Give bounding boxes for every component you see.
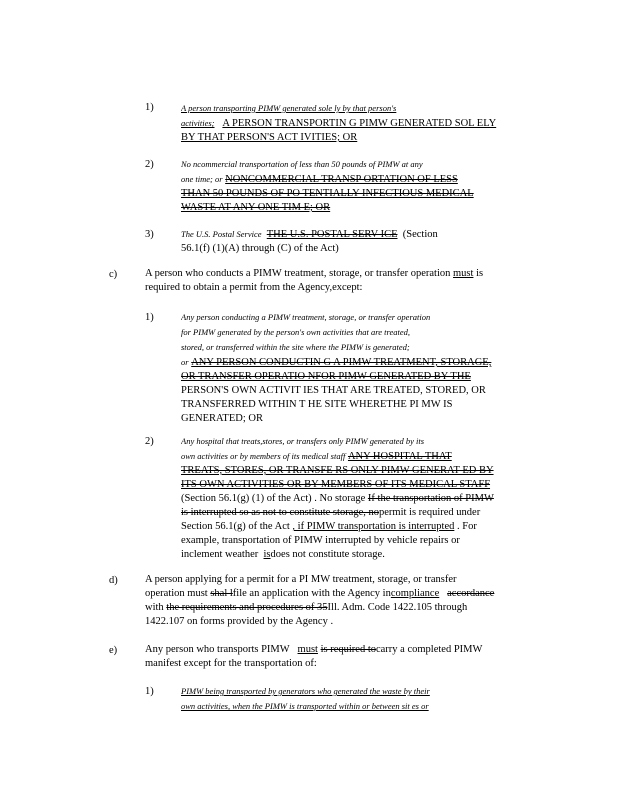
section-d-line-3a: with [145,602,164,613]
section-c-line-1c: is [476,268,484,279]
section-e-line-1b: must [297,644,318,655]
section-d-line-2e: accordance [447,588,495,599]
item-c2-line-4: ITS OWN ACTIVITIES OR BY MEMBERS OF ITS MEDICAL STAFF [181,479,491,490]
section-e-line-1a: Any person who transports PIMW [145,644,290,655]
section-c-text [145,267,545,295]
section-d-line-2a: operation must [145,588,208,599]
item-2-line-3: THAN 50 POUNDS OF PO TENTIALLY INFECTIOUS MEDICAL [181,188,474,199]
section-e-line-1d: carry a completed PIMW [375,644,483,655]
item-3-line-2: 56.1(f) (1)(A) through (C) of the Act) [181,243,339,254]
item-c2-line-6b: permit is required under [379,507,481,518]
item-c2-line-7b: , if PIMW transportation is interrupted [292,521,455,532]
item-e1-text [181,684,541,714]
item-1-line-1: A person transporting PIMW generated sole ly by that person's [181,103,397,113]
item-2-line-4: WASTE AT ANY ONE TIM E; OR [181,202,331,213]
item-2-line-2b: NONCOMMERCIAL TRANSP ORTATION OF LESS [225,174,458,185]
item-3-label: 3) [145,229,154,240]
item-2-line-1: No ncommercial transportation of less than 50 pounds of PIMW at any [181,159,423,169]
item-c2-line-6a: is interrupted so as not to constitute storage, no [181,507,380,518]
item-2-line-2a: one time; or [181,174,223,184]
item-e1-label: 1) [145,686,154,697]
item-c2-line-9b: is [263,549,271,560]
item-1-line-2a: activities; [181,118,215,128]
item-3-line-1b: THE U.S. POSTAL SERV ICE [266,229,398,240]
item-c1-line-8: GENERATED; OR [181,413,263,424]
item-c2-line-8: example, transportation of PIMW interrupted by vehicle repairs or [181,535,460,546]
item-c1-line-5: OR TRANSFER OPERATIO NFOR PIMW GENERATED BY THE [181,371,471,382]
item-3-line-1c: (Section [402,229,438,240]
item-1-label: 1) [145,102,154,113]
section-d-line-3c: Ill. Adm. Code 1422.105 through [327,602,468,613]
item-c2-line-7a: Section 56.1(g) of the Act [181,521,290,532]
item-c2-line-1: Any hospital that treats,stores, or transfers only PIMW generated by its [181,436,425,446]
section-d-line-4: 1422.107 on forms provided by the Agency . [145,616,334,627]
item-1-line-2b: A PERSON TRANSPORTIN G PIMW GENERATED SOL ELY [222,118,497,129]
item-3-text [181,227,541,256]
section-d-label: d) [109,575,118,586]
item-c2-text [181,434,541,562]
section-e-label: e) [109,645,118,656]
section-d-line-2c: file an application with the Agency in [232,588,391,599]
section-c-line-1a: A person who conducts a PIMW treatment, storage, or transfer operation [145,268,451,279]
item-2-label: 2) [145,159,154,170]
section-c-line-2: required to obtain a permit from the Agency,except: [145,282,363,293]
section-d-line-1: A person applying for a permit for a PI MW treatment, storage, or transfer [145,574,457,585]
item-c2-label: 2) [145,436,154,447]
section-e-line-1c: is required to [320,644,376,655]
item-c2-line-9c: does not constitute storage. [270,549,385,560]
item-c2-line-5b: If the transportation of PIMW [367,493,494,504]
item-c2-line-5a: (Section 56.1(g) (1) of the Act) . No storage [181,493,366,504]
item-2-text [181,157,541,215]
item-c2-line-3: TREATS, STORES, OR TRANSFE RS ONLY PIMW GENERAT ED BY [181,465,494,476]
item-3-line-1a: The U.S. Postal Service [181,229,262,239]
item-c1-text [181,310,541,426]
section-d-line-3b: the requirements and procedures of 35 [166,602,328,613]
section-d-line-2d: compliance [390,588,440,599]
item-c1-line-4b: ANY PERSON CONDUCTIN G A PIMW TREATMENT, STORAGE, [191,357,492,368]
item-c2-line-2a: own activities or by members of its medical staff [181,451,346,461]
item-e1-line-2: own activities, when the PIMW is transported within or between sit es or [181,701,429,711]
item-e1-line-1: PIMW being transported by generators who generated the waste by their [181,686,430,696]
section-c-label: c) [109,269,118,280]
item-c1-line-3: stored, or transferred within the site where the PIMW is generated; [181,342,410,352]
item-c2-line-2b: ANY HOSPITAL THAT [347,451,452,462]
item-1-text [181,101,541,145]
item-c1-line-7: TRANSFERRED WITHIN T HE SITE WHERETHE PI MW IS [181,399,453,410]
section-d-line-2b: shal l [210,588,233,599]
section-d-text [145,573,545,629]
item-c2-line-7c: . For [456,521,477,532]
item-c1-line-6: PERSON'S OWN ACTIVIT IES THAT ARE TREATED, STORED, OR [181,385,486,396]
section-e-line-2: manifest except for the transportation of: [145,658,317,669]
item-1-line-3: BY THAT PERSON'S ACT IVITIES; OR [181,132,358,143]
item-c1-line-2: for PIMW generated by the person's own activities that are treated, [181,327,410,337]
item-c1-line-4a: or [181,357,189,367]
item-c2-line-9a: inclement weather [181,549,259,560]
item-c1-line-1: Any person conducting a PIMW treatment, storage, or transfer operation [181,312,431,322]
item-c1-label: 1) [145,312,154,323]
section-e-text [145,643,545,671]
section-c-line-1b: must [453,268,474,279]
